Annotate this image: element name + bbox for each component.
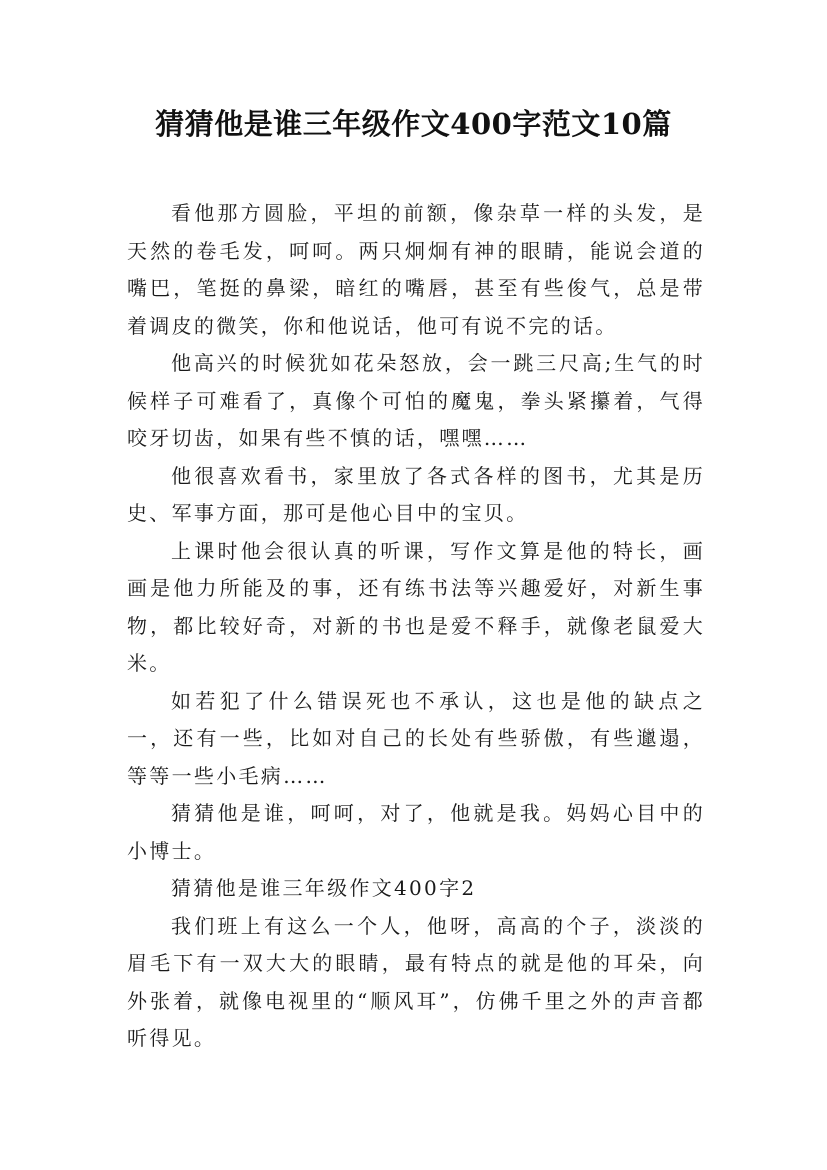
paragraph-2: 他高兴的时候犹如花朵怒放，会一跳三尺高;生气的时候样子可难看了，真像个可怕的魔鬼，拳头紧攥着，气得咬牙切齿，如果有些不慎的话，嘿嘿…… bbox=[127, 351, 705, 450]
paragraph-1: 看他那方圆脸，平坦的前额，像杂草一样的头发，是天然的卷毛发，呵呵。两只炯炯有神的眼睛，能说会道的嘴巴，笔挺的鼻梁，暗红的嘴唇，甚至有些俊气，总是带着调皮的微笑，你和他说话，他可有说不完的话。 bbox=[127, 201, 705, 338]
document-body bbox=[127, 195, 705, 1058]
paragraph-7: 我们班上有这么一个人，他呀，高高的个子，淡淡的眉毛下有一双大大的眼睛，最有特点的就是他的耳朵，向外张着，就像电视里的“顺风耳”，仿佛千里之外的声音都听得见。 bbox=[127, 913, 705, 1050]
paragraph-6: 猜猜他是谁，呵呵，对了，他就是我。妈妈心目中的小博士。 bbox=[127, 801, 705, 863]
paragraph-3: 他很喜欢看书，家里放了各式各样的图书，尤其是历史、军事方面，那可是他心目中的宝贝。 bbox=[127, 463, 705, 525]
document-title: 猜猜他是谁三年级作文400字范文10篇 bbox=[155, 107, 672, 141]
section-heading-2: 猜猜他是谁三年级作文400字2 bbox=[171, 876, 477, 900]
paragraph-5: 如若犯了什么错误死也不承认，这也是他的缺点之一，还有一些，比如对自己的长处有些骄傲，有些邋遢，等等一些小毛病…… bbox=[127, 688, 705, 788]
paragraph-4: 上课时他会很认真的听课，写作文算是他的特长，画画是他力所能及的事，还有练书法等兴趣爱好，对新生事物，都比较好奇，对新的书也是爱不释手，就像老鼠爱大米。 bbox=[127, 538, 705, 675]
